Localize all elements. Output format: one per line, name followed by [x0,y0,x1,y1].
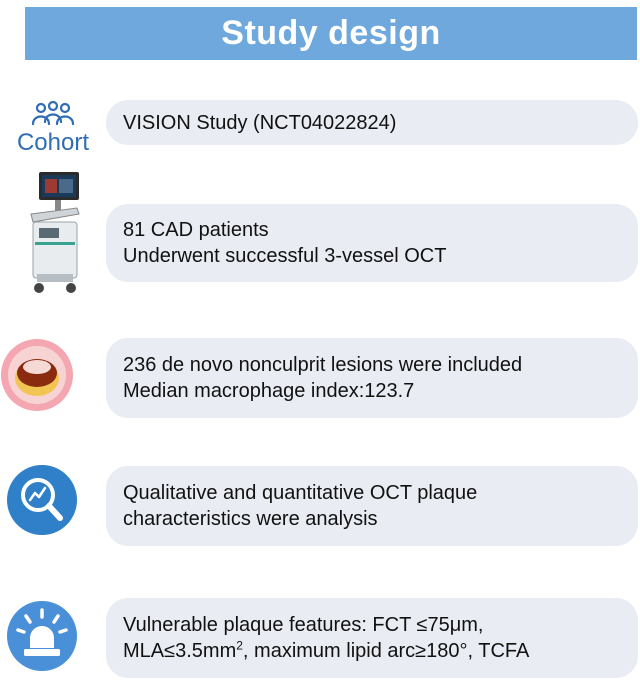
cohort-text: VISION Study (NCT04022824) [123,111,397,134]
page-title: Study design [221,14,441,52]
analysis-line-2: characteristics were analysis [123,508,378,530]
patients-box [106,204,638,282]
patients-line-1: 81 CAD patients [123,219,269,241]
lesions-line-2: Median macrophage index:123.7 [123,380,415,402]
patients-line-2: Underwent successful 3-vessel OCT [123,245,447,267]
features-mla: MLA≤3.5mm [123,640,237,662]
lesions-line-1: 236 de novo nonculprit lesions were included [123,354,523,376]
cohort-box [106,100,638,145]
title-banner [25,7,637,60]
features-superscript: 2 [236,638,243,653]
lesions-box [106,338,638,418]
plaque-cross-section-icon [0,338,75,413]
features-line-2 [123,638,638,664]
analysis-box [106,466,638,546]
features-rest: , maximum lipid arc≥180°, TCFA [242,640,530,662]
magnifier-chart-icon [6,464,78,536]
features-line-1: Vulnerable plaque features: FCT ≤75μm, [123,614,484,636]
cohort-icon [8,100,98,160]
analysis-line-1: Qualitative and quantitative OCT plaque [123,482,478,504]
features-box [106,598,638,678]
alarm-light-icon [6,600,78,672]
cohort-label: Cohort [16,129,90,156]
oct-console-icon [25,170,85,298]
